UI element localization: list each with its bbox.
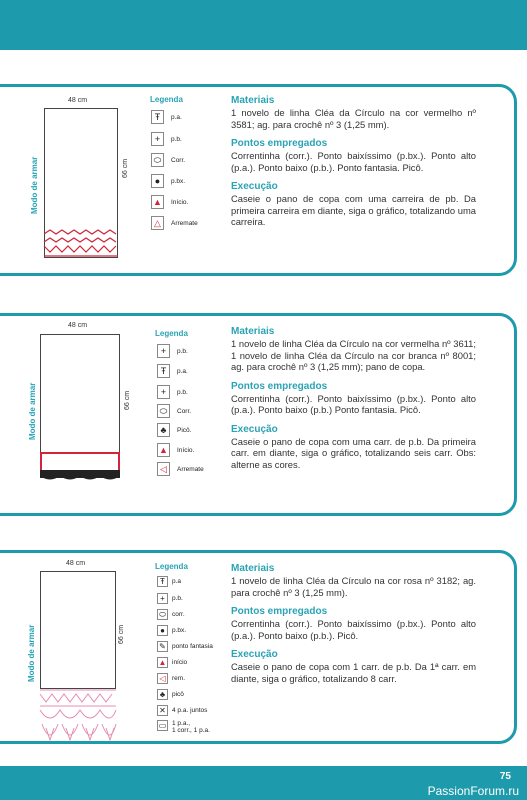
pontos-title: Pontos empregados	[231, 138, 328, 149]
card1-text	[231, 95, 476, 236]
legend-item: ✕ 4 p.a. juntos	[157, 705, 207, 716]
legend-item: ▲ Início.	[151, 195, 188, 209]
execucao-title: Execução	[231, 181, 278, 192]
execucao-text: Caseie o pano de copa com uma carreira de pb. Da primeira carreira em diante, siga o gráfico, totalizando uma carreira.	[231, 193, 476, 227]
single-crochet-icon: +	[151, 132, 164, 146]
legend-item: Ŧ p.a.	[151, 110, 182, 124]
picot-icon: ♣	[157, 423, 170, 437]
execucao-text: Caseie o pano de copa com 1 carr. de p.b. Da 1ª carr. em diante, siga o gráfico, totalizando 8 carr.	[231, 661, 476, 684]
pontos-text: Correntinha (corr.). Ponto baixíssimo (p.bx.). Ponto alto (p.a.). Ponto baixo (p.b.). Ponto fantasia. Picô.	[231, 150, 476, 173]
page-number: 75	[499, 771, 511, 782]
materiais-text: 1 novelo de linha Cléa da Círculo na cor rosa nº 3182; ag. para crochê nº 3 (1,25 mm).	[231, 575, 476, 598]
materiais-title: Materiais	[231, 95, 275, 106]
start-icon: ▲	[158, 658, 167, 667]
double-crochet-icon: Ŧ	[157, 364, 170, 378]
legend-title: Legenda	[155, 329, 188, 338]
pontos-text: Correntinha (corr.). Ponto baixíssimo (p.bx.). Ponto alto (p.a.). Ponto baixo (p.b.). Picô.	[231, 618, 476, 641]
slip-stitch-icon: ●	[157, 625, 168, 636]
single-crochet-icon: +	[157, 385, 170, 399]
legend-title: Legenda	[155, 562, 188, 571]
legend-item: ⬭ Corr.	[157, 404, 191, 418]
execucao-text: Caseie o pano de copa com uma carr. de p.b. Da primeira carr. em diante, siga o gráfico, totalizando seis carr. Obs: alterne as cores.	[231, 435, 476, 470]
combo-icon: ▭	[158, 721, 167, 730]
header-bar	[0, 0, 527, 50]
legend-item: + p.b.	[157, 593, 183, 604]
chain-icon: ⬭	[157, 404, 170, 418]
chain-icon: ⬭	[157, 609, 168, 620]
double-crochet-icon: Ŧ	[157, 576, 168, 587]
fasten-off-icon: △	[151, 216, 164, 230]
width-label: 48 cm	[66, 560, 86, 567]
legend-item: ◁ rem.	[157, 673, 185, 684]
single-crochet-icon: +	[157, 344, 170, 358]
materiais-text: 1 novelo de linha Cléa da Círculo na cor vermelha nº 3611; 1 novelo de linha Cléa da Círculo na cor branca nº 8001; ag. para crochê nº 3 (1,25 mm); pano de copa.	[231, 338, 476, 372]
legend-item: ● p.bx.	[157, 625, 186, 636]
red-edging-pattern	[42, 228, 122, 262]
legend-item: Ŧ p.a.	[157, 364, 188, 378]
legend-item: Ŧ p.a	[157, 576, 181, 587]
site-watermark: PassionForum.ru	[427, 784, 519, 798]
execucao-title: Execução	[231, 423, 278, 435]
towel-diagram	[40, 571, 116, 689]
modo-de-armar-label: Modo de armar	[27, 624, 36, 682]
single-crochet-icon: +	[157, 593, 168, 604]
double-crochet-icon: Ŧ	[151, 110, 164, 124]
slip-stitch-icon: ●	[151, 174, 164, 188]
modo-de-armar-label: Modo de armar	[28, 382, 37, 440]
legend-item: ▲ Início.	[157, 443, 194, 457]
legend-item: ✎ ponto fantasia	[157, 641, 213, 652]
fasten-off-icon: ◁	[157, 462, 170, 476]
legend-item: △ Arremate	[151, 216, 198, 230]
start-icon: ▲	[157, 443, 170, 457]
legend-item: ⬭ Corr.	[151, 153, 185, 167]
materiais-title: Materiais	[231, 563, 275, 574]
legend-item: ▭ 1 p.a., 1 corr., 1 p.a.	[158, 720, 210, 734]
legend-item: ♣ Picô.	[157, 423, 191, 437]
width-label: 48 cm	[68, 97, 88, 104]
legend-title: Legenda	[150, 95, 183, 104]
start-icon: ▲	[151, 195, 164, 209]
fancy-stitch-icon: ✎	[157, 641, 168, 652]
legend-item: ♣ picô	[157, 689, 184, 700]
legend-item: + p.b.	[157, 344, 188, 358]
card2-text	[231, 326, 476, 478]
legend-item: ● p.bx.	[151, 174, 185, 188]
footer-bar	[0, 766, 527, 800]
materiais-text: 1 novelo de linha Cléa da Círculo na cor vermelho nº 3581; ag. para crochê nº 3 (1,25 mm).	[231, 107, 476, 130]
legend-item: + p.b.	[151, 132, 182, 146]
height-label: 66 cm	[124, 390, 131, 410]
materiais-title: Materiais	[231, 326, 275, 337]
pink-edging-pattern	[36, 688, 120, 750]
picot-icon: ♣	[157, 689, 168, 700]
fasten-off-icon: ◁	[157, 673, 168, 684]
height-label: 66 cm	[122, 158, 129, 178]
pontos-title: Pontos empregados	[231, 606, 328, 617]
cluster-icon: ✕	[157, 705, 168, 716]
execucao-title: Execução	[231, 649, 278, 660]
legend-item: ⬭ corr.	[157, 609, 185, 620]
height-label: 66 cm	[118, 624, 125, 644]
pontos-title: Pontos empregados	[231, 380, 328, 392]
card3-text	[231, 563, 476, 692]
legend-item: + p.b.	[157, 385, 188, 399]
modo-de-armar-label: Modo de armar	[30, 156, 39, 214]
chain-icon: ⬭	[151, 153, 164, 167]
width-label: 48 cm	[68, 322, 88, 329]
pontos-text: Correntinha (corr.). Ponto baixíssimo (p.bx.). Ponto alto (p.a.). Ponto baixo (p.b.) Ponto fantasia. Picô.	[231, 392, 476, 415]
legend-item: ◁ Arremate	[157, 462, 204, 476]
legend-item: ▲ início	[158, 658, 188, 667]
scalloped-edge	[40, 476, 120, 482]
